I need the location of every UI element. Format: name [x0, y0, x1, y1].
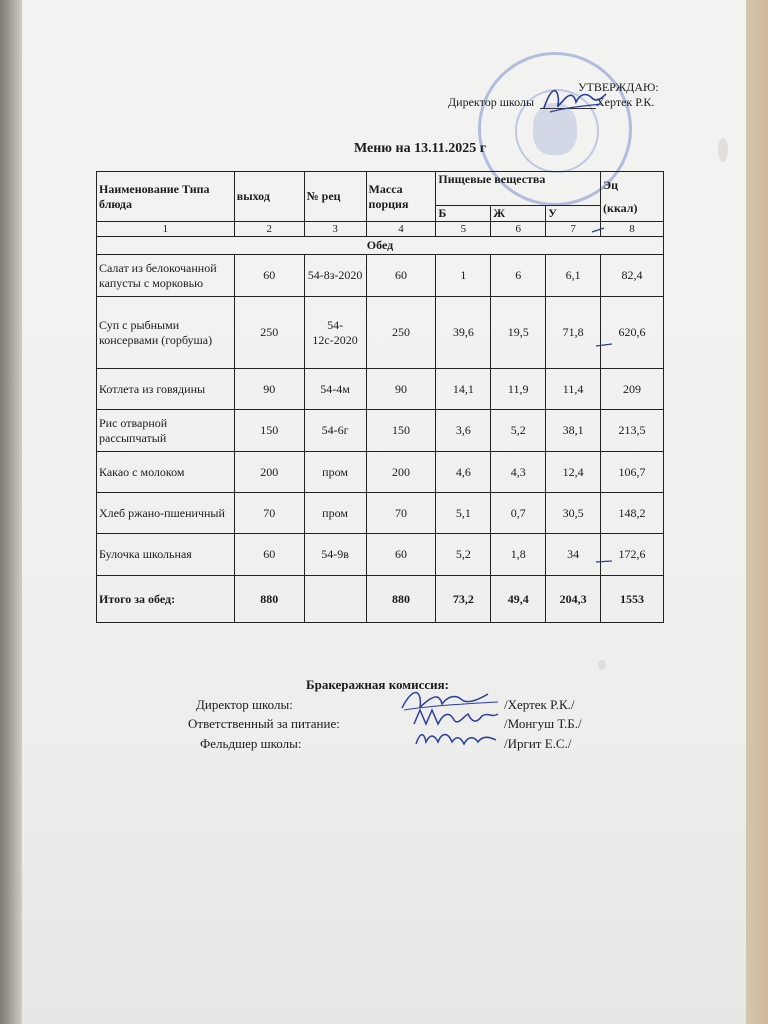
dish-name: Булочка школьная — [97, 534, 235, 576]
col-number: 3 — [304, 222, 366, 237]
pen-mark — [594, 556, 614, 568]
col-number: 2 — [234, 222, 304, 237]
dish-vyhod: 250 — [234, 297, 304, 369]
dish-kcal: 172,6 — [601, 534, 664, 576]
dish-name: Суп с рыбными консервами (горбуша) — [97, 297, 235, 369]
header-u: У — [546, 206, 601, 222]
approve-position: Директор школы — [448, 95, 535, 109]
header-zh: Ж — [491, 206, 546, 222]
member-role: Директор школы: — [196, 697, 293, 712]
dish-zh: 19,5 — [491, 297, 546, 369]
member-name: /Хертек Р.К./ — [504, 697, 575, 712]
pen-mark — [590, 222, 606, 238]
total-label: Итого за обед: — [97, 576, 235, 623]
dish-b: 4,6 — [436, 452, 491, 493]
table-row — [97, 534, 664, 576]
col-number: 7 — [546, 222, 601, 237]
dish-u: 6,1 — [546, 255, 601, 297]
table-row — [97, 255, 664, 297]
dish-massa: 60 — [366, 255, 436, 297]
header-kcal: (ккал) — [603, 200, 638, 215]
dish-zh: 0,7 — [491, 493, 546, 534]
member-name: /Иргит Е.С./ — [504, 736, 572, 751]
col-number: 8 — [601, 222, 664, 237]
member-name: /Монгуш Т.Б./ — [504, 716, 582, 731]
dish-name: Котлета из говядины — [97, 369, 235, 410]
table-row — [97, 452, 664, 493]
dish-kcal: 213,5 — [601, 410, 664, 452]
dish-vyhod: 150 — [234, 410, 304, 452]
dish-vyhod: 60 — [234, 534, 304, 576]
header-vyhod: выход — [234, 172, 304, 222]
member-role: Фельдшер школы: — [200, 736, 302, 751]
total-kcal: 1553 — [601, 576, 664, 623]
dish-zh: 4,3 — [491, 452, 546, 493]
dish-b: 39,6 — [436, 297, 491, 369]
dish-name: Хлеб ржано-пшеничный — [97, 493, 235, 534]
total-rec — [304, 576, 366, 623]
dish-massa: 150 — [366, 410, 436, 452]
director-signature-top — [540, 82, 610, 116]
section-row — [97, 237, 664, 255]
table-row — [97, 297, 664, 369]
dish-kcal: 209 — [601, 369, 664, 410]
total-row — [97, 576, 664, 623]
dish-rec: 54-4м — [304, 369, 366, 410]
col-number: 1 — [97, 222, 235, 237]
paper-smudge — [598, 660, 606, 670]
dish-u: 71,8 — [546, 297, 601, 369]
commission-heading: Бракеражная комиссия: — [306, 677, 449, 692]
dish-b: 5,1 — [436, 493, 491, 534]
table-row — [97, 369, 664, 410]
dish-massa: 70 — [366, 493, 436, 534]
total-massa: 880 — [366, 576, 436, 623]
approve-name: Хертек Р.К. — [596, 95, 655, 109]
dish-b: 1 — [436, 255, 491, 297]
table-row — [97, 410, 664, 452]
dish-zh: 6 — [491, 255, 546, 297]
dish-massa: 200 — [366, 452, 436, 493]
paper-smudge — [718, 138, 728, 162]
dish-vyhod: 90 — [234, 369, 304, 410]
total-vyhod: 880 — [234, 576, 304, 623]
dish-rec: 54-12с-2020 — [304, 297, 366, 369]
menu-table — [96, 171, 664, 623]
approve-label: УТВЕРЖДАЮ: — [578, 80, 659, 94]
dish-massa: 250 — [366, 297, 436, 369]
header-rec: № рец — [304, 172, 366, 222]
section-label: Обед — [97, 237, 664, 255]
dish-b: 5,2 — [436, 534, 491, 576]
dish-b: 14,1 — [436, 369, 491, 410]
dish-massa: 90 — [366, 369, 436, 410]
dish-kcal: 620,6 — [601, 297, 664, 369]
column-number-row — [97, 222, 664, 237]
dish-u: 34 — [546, 534, 601, 576]
dish-vyhod: 60 — [234, 255, 304, 297]
dish-zh: 5,2 — [491, 410, 546, 452]
dish-vyhod: 200 — [234, 452, 304, 493]
page-title: Меню на 13.11.2025 г — [354, 141, 487, 156]
header-name: Наименование Типа блюда — [97, 172, 235, 222]
table-row — [97, 493, 664, 534]
header-massa: Масса порция — [366, 172, 436, 222]
header-ec: Эц — [603, 177, 619, 192]
col-number: 5 — [436, 222, 491, 237]
dish-zh: 11,9 — [491, 369, 546, 410]
total-b: 73,2 — [436, 576, 491, 623]
total-zh: 49,4 — [491, 576, 546, 623]
header-b: Б — [436, 206, 491, 222]
dish-name: Какао с молоком — [97, 452, 235, 493]
pen-mark — [594, 340, 614, 352]
dish-kcal: 148,2 — [601, 493, 664, 534]
dish-rec: 54-8з-2020 — [304, 255, 366, 297]
header-nutrients: Пищевые вещества — [436, 172, 601, 206]
dish-kcal: 82,4 — [601, 255, 664, 297]
total-u: 204,3 — [546, 576, 601, 623]
dish-rec: 54-9в — [304, 534, 366, 576]
dish-name: Рис отварной рассыпчатый — [97, 410, 235, 452]
dish-rec: 54-6г — [304, 410, 366, 452]
header-energy — [601, 172, 664, 222]
irgit-signature — [412, 726, 500, 750]
dish-u: 12,4 — [546, 452, 601, 493]
dish-u: 38,1 — [546, 410, 601, 452]
dish-u: 30,5 — [546, 493, 601, 534]
col-number: 4 — [366, 222, 436, 237]
col-number: 6 — [491, 222, 546, 237]
dish-b: 3,6 — [436, 410, 491, 452]
dish-u: 11,4 — [546, 369, 601, 410]
dish-name: Салат из белокочанной капусты с морковью — [97, 255, 235, 297]
dish-rec: пром — [304, 493, 366, 534]
dish-massa: 60 — [366, 534, 436, 576]
dish-zh: 1,8 — [491, 534, 546, 576]
dish-rec: пром — [304, 452, 366, 493]
dish-vyhod: 70 — [234, 493, 304, 534]
member-role: Ответственный за питание: — [188, 716, 340, 731]
dish-kcal: 106,7 — [601, 452, 664, 493]
